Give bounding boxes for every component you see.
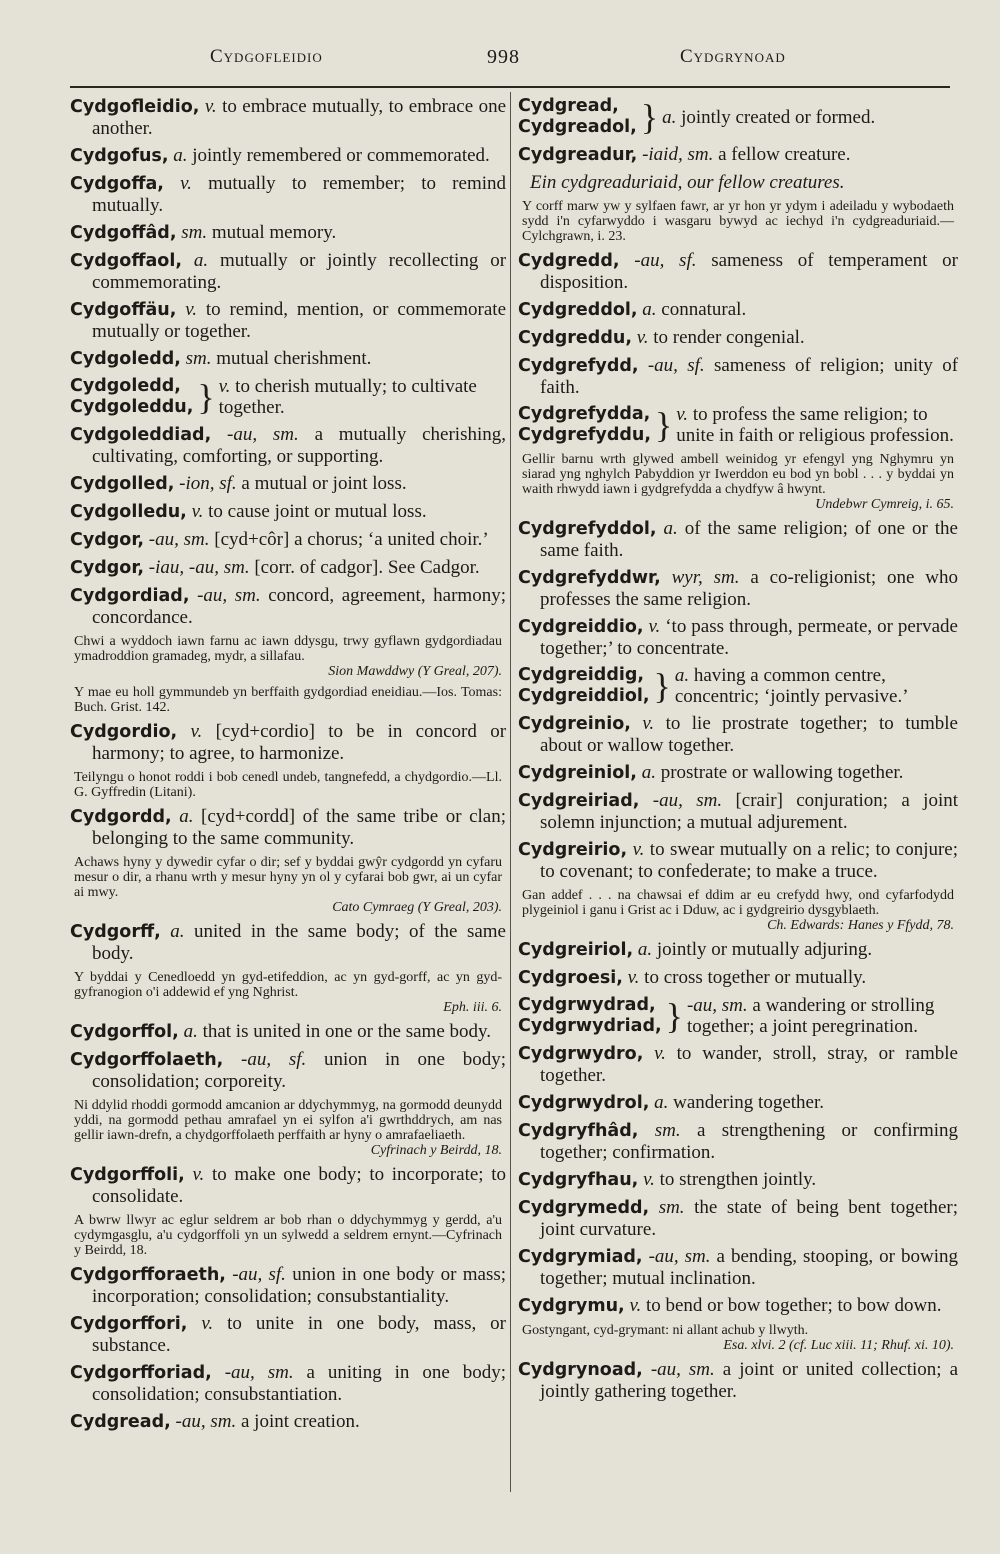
grammar-label: v. (643, 1169, 655, 1190)
headword: Cydgreadur, (518, 145, 638, 165)
definition: to embrace mutually, to embrace one another. (92, 96, 507, 139)
running-head-left: Cydgofleidio (210, 46, 323, 67)
grammar-label: a. (173, 145, 188, 166)
quotation (74, 685, 502, 715)
brace-glyph: } (653, 666, 671, 706)
quotation-text: Ni ddylid rhoddi gormodd amcanion ar ddychymmyg, na gormodd deunydd yddi, na gormodd pethau amrafael yn ei sylfon a'i gwrthddrych, am nas gellir iawn-drefn, a chydgorffolaeth perffaith ar hyny o amrafaeliaeth. (74, 1098, 502, 1143)
dictionary-entry (518, 144, 958, 166)
grammar-label: v. (636, 327, 649, 348)
definition: jointly created or formed. (681, 106, 876, 128)
dictionary-entry (70, 473, 506, 495)
headword: Cydgordiad, (70, 586, 190, 606)
grammar-label: a. (170, 921, 185, 942)
dictionary-entry (70, 173, 506, 216)
definition: connatural. (661, 299, 747, 320)
headword: Cydgreiriad, (518, 791, 640, 811)
dictionary-entry (518, 713, 958, 756)
definition: to cherish mutually; to cultivate together. (218, 376, 477, 418)
grammar-label: -au, sm. (148, 529, 210, 550)
grammar-label: v. (204, 96, 217, 117)
usage-example: Ein cydgreaduriaid, our fellow creatures. (530, 172, 845, 193)
paired-headwords (518, 404, 651, 446)
dictionary-entry (70, 1411, 506, 1433)
headword: Cydgorfforaeth, (70, 1265, 226, 1285)
dictionary-entry (70, 145, 506, 167)
quotation-text: Gellir barnu wrth glywed ambell weinidog yr efengyl yng Nghymru yn siarad yng nghylch Pabyddion yr Iwerddon eu bod yn bobl . . . y byddai yn waith rhwydd iawn i gydgrefydda a chydfyw â hwynt. (522, 452, 954, 497)
dictionary-entry (518, 250, 958, 293)
quotation (74, 855, 502, 915)
quotation-source: Sion Mawddwy (Y Greal, 207). (328, 664, 502, 679)
quotation (74, 770, 502, 800)
dictionary-entry (518, 1197, 958, 1240)
quotation-text: A bwrw llwyr ac eglur seldrem ar bob rhan o ddychymmyg y gerdd, a'u cydymgasglu, a'u cydgorffoli yn un sylwedd a seldrem ernynt.—Cyfrinach y Beirdd, 18. (74, 1213, 502, 1258)
grammar-label: v. (642, 713, 655, 734)
grammar-label: -au, sm. (197, 585, 261, 606)
grammar-label: v. (676, 404, 689, 425)
dictionary-entry (518, 839, 958, 882)
headword: Cydgreiniol, (518, 763, 637, 783)
definition: a wandering or strolling together; a joint peregrination. (686, 995, 935, 1037)
definition: mutual memory. (211, 222, 337, 243)
definition: a co-religionist; one who professes the same religion. (540, 567, 959, 610)
definition: to bend or bow together; to bow down. (645, 1295, 942, 1316)
quotation (522, 452, 954, 512)
definition: that is united in one or the same body. (202, 1021, 492, 1042)
paired-entry (518, 665, 958, 707)
dictionary-entry (518, 1043, 958, 1086)
header-rule (70, 86, 950, 88)
definition: concord, agreement, harmony; concordance. (92, 585, 506, 628)
dictionary-entry (70, 1362, 506, 1405)
definition: to cause joint or mutual loss. (208, 501, 427, 522)
headword: Cydgoledd, (70, 376, 181, 396)
headword: Cydgread, (518, 96, 619, 116)
definition: sameness of temperament or disposition. (540, 250, 959, 293)
grammar-label: v. (648, 616, 661, 637)
headword: Cydgrymiad, (518, 1247, 643, 1267)
definition: to wander, stroll, stray, or ramble together. (540, 1043, 958, 1086)
grammar-label: v. (191, 501, 204, 522)
headword: Cydgrwydro, (518, 1044, 644, 1064)
headword: Cydgreirio, (518, 840, 628, 860)
dictionary-entry (70, 1021, 506, 1043)
quotation-text: Chwi a wyddoch iawn farnu ac iawn ddysgu, trwy gyflawn gydgordiadau ymadroddion gramadeg, mydr, a sillafau. (74, 634, 502, 664)
dictionary-entry (518, 1295, 958, 1317)
definition: to remind, mention, or commemorate mutually or together. (92, 299, 507, 342)
headword: Cydgoffäu, (70, 300, 177, 320)
definition: to cross together or mutually. (644, 967, 867, 988)
quotation (522, 888, 954, 933)
headword: Cydgolledu, (70, 502, 187, 522)
definition: jointly or mutually adjuring. (656, 939, 873, 960)
headword: Cydgorffori, (70, 1314, 188, 1334)
definition: a joint or united collection; a jointly gathering together. (540, 1359, 959, 1402)
dictionary-entry (70, 501, 506, 523)
definition: to swear mutually on a relic; to conjure; to covenant; to confederate; to make a truce. (540, 839, 959, 882)
definition: of the same religion; of one or the same faith. (540, 518, 958, 561)
grammar-label: v. (201, 1313, 214, 1334)
grammar-label: -au, sm. (224, 1362, 294, 1383)
paired-entry (518, 96, 958, 138)
entry-body (676, 404, 958, 446)
headword: Cydgorff, (70, 922, 161, 942)
dictionary-entry (518, 1169, 958, 1191)
definition: union in one body or mass; incorporation; consolidation; consubstantiality. (92, 1264, 507, 1307)
definition: a strengthening or confirming together; confirmation. (540, 1120, 959, 1163)
grammar-label: -iaid, sm. (642, 144, 714, 165)
definition: jointly remembered or commemorated. (192, 145, 490, 166)
grammar-label: -au, sm. (227, 424, 299, 445)
headword: Cydgreiddiol, (518, 686, 650, 706)
quotation-text: Y byddai y Cenedloedd yn gyd-etifeddion, ac yn gyd-gorff, ac yn gyd-gyfranogion o'i addewid ef yng Nghrist. (74, 970, 502, 1000)
headword: Cydgorfforiad, (70, 1363, 212, 1383)
grammar-label: -au, sm. (686, 995, 748, 1016)
headword: Cydgoleddu, (70, 397, 194, 417)
quotation (74, 970, 502, 1015)
headword: Cydgofus, (70, 146, 169, 166)
right-column (518, 96, 958, 1408)
paired-entry (518, 995, 958, 1037)
grammar-label: v. (632, 839, 645, 860)
definition: a mutual or joint loss. (241, 473, 407, 494)
running-head-right: Cydgrynoad (680, 46, 786, 67)
definition: sameness of religion; unity of faith. (540, 355, 959, 398)
grammar-label: v. (629, 1295, 642, 1316)
paired-entry (518, 404, 958, 446)
quotation-source: Ch. Edwards: Hanes y Ffydd, 78. (767, 918, 954, 933)
grammar-label: a. (663, 518, 678, 539)
grammar-label: sm. (654, 1120, 681, 1141)
dictionary-entry (70, 222, 506, 244)
headword: Cydgrefyddol, (518, 519, 657, 539)
grammar-label: v. (654, 1043, 666, 1064)
headword: Cydgordd, (70, 807, 172, 827)
quotation-source: Cyfrinach y Beirdd, 18. (370, 1143, 502, 1158)
definition: united in the same body; of the same body. (92, 921, 506, 964)
quotation-text: Achaws hyny y dywedir cyfar o dir; sef y byddai gwŷr cydgordd yn cyfaru mesur o dir, a rhanu wrth y mesur hyny yn ol y cyfarai bob gwr, ai un cyfar ai mwy. (74, 855, 502, 900)
headword: Cydgrefydd, (518, 356, 639, 376)
quotation (522, 199, 954, 244)
headword: Cydgrefyddwr, (518, 568, 661, 588)
definition: wandering together. (673, 1092, 824, 1113)
definition: [cyd+côr] a chorus; ‘a united choir.’ (214, 529, 489, 550)
dictionary-entry (70, 529, 506, 551)
left-column (70, 96, 506, 1439)
headword: Cydgrwydriad, (518, 1016, 662, 1036)
dictionary-entry (518, 1120, 958, 1163)
quotation-text: Gan addef . . . na chawsai ef ddim ar eu crefydd hwy, ond cyfarfodydd plygeiniol i ganu i Grist ac i Dduw, ac i gydgreirio dysgyblaeth. (522, 888, 954, 918)
quotation-text: Y mae eu holl gymmundeb yn berffaith gydgordiad eneidiau.—Ios. Tomas: Buch. Grist. 142. (74, 685, 502, 715)
headword: Cydgroesi, (518, 968, 623, 988)
definition: to lie prostrate together; to tumble about or wallow together. (540, 713, 958, 756)
definition: to unite in one body, mass, or substance. (92, 1313, 507, 1356)
definition: a bending, stooping, or bowing together; mutual inclination. (540, 1246, 958, 1289)
grammar-label: v. (192, 1164, 205, 1185)
headword: Cydgreiriol, (518, 940, 634, 960)
dictionary-entry (70, 806, 506, 849)
dictionary-entry (70, 921, 506, 964)
dictionary-entry (518, 327, 958, 349)
headword: Cydgolled, (70, 474, 175, 494)
definition: the state of being bent together; joint curvature. (540, 1197, 959, 1240)
headword: Cydgrymu, (518, 1296, 625, 1316)
headword: Cydgordio, (70, 722, 178, 742)
paired-headwords (518, 96, 637, 138)
headword: Cydgrynoad, (518, 1360, 643, 1380)
quotation (74, 1213, 502, 1258)
headword: Cydgredd, (518, 251, 620, 271)
dictionary-entry (518, 1092, 958, 1114)
grammar-label: sm. (185, 348, 212, 369)
headword: Cydgoffaol, (70, 251, 182, 271)
quotation-source: Cato Cymraeg (Y Greal, 203). (332, 900, 502, 915)
definition: a joint creation. (241, 1411, 360, 1432)
dictionary-entry (70, 1049, 506, 1092)
grammar-label: a. (641, 762, 656, 783)
grammar-label: -au, sf. (634, 250, 697, 271)
entry-body (687, 995, 958, 1037)
definition: [cyd+cordd] of the same tribe or clan; belonging to the same community. (92, 806, 506, 849)
dictionary-entry (518, 790, 958, 833)
grammar-label: -au, sm. (648, 1246, 711, 1267)
grammar-label: v. (180, 173, 192, 194)
dictionary-entry (518, 299, 958, 321)
entry-body (219, 376, 506, 418)
definition: mutual cherishment. (216, 348, 372, 369)
dictionary-entry (518, 567, 958, 610)
headword: Cydgorffoli, (70, 1165, 185, 1185)
entry-body (675, 665, 958, 707)
dictionary-entry (70, 1264, 506, 1307)
quotation-text: Teilyngu o honot roddi i bob cenedl undeb, tangnefedd, a chydgordio.—Ll. G. Gyffredin (Litani). (74, 770, 502, 800)
headword: Cydgreadol, (518, 117, 637, 137)
headword: Cydgrefyddu, (518, 425, 651, 445)
headword: Cydgoledd, (70, 349, 181, 369)
grammar-label: v. (185, 299, 198, 320)
dictionary-entry (70, 424, 506, 467)
entry-body (662, 107, 958, 128)
grammar-label: -au, sm. (650, 1359, 715, 1380)
headword: Cydgread, (70, 1412, 171, 1432)
headword: Cydgor, (70, 558, 145, 578)
definition: having a common centre, concentric; ‘jointly pervasive.’ (674, 665, 909, 707)
grammar-label: v. (218, 376, 231, 397)
definition: [crair] conjuration; a joint solemn injunction; a mutual adjurement. (540, 790, 959, 833)
headword: Cydgreiddig, (518, 665, 645, 685)
headword: Cydgor, (70, 530, 145, 550)
definition: a mutually cherishing, cultivating, comforting, or supporting. (92, 424, 507, 467)
headword: Cydgrwydrol, (518, 1093, 650, 1113)
headword: Cydgoffâd, (70, 223, 177, 243)
dictionary-entry (518, 616, 958, 659)
grammar-label: -ion, sf. (179, 473, 237, 494)
paired-entry (70, 376, 506, 418)
grammar-label: wyr, sm. (671, 567, 740, 588)
dictionary-entry (518, 355, 958, 398)
headword: Cydgryfhâd, (518, 1121, 639, 1141)
dictionary-entry (70, 250, 506, 293)
grammar-label: a. (637, 939, 653, 960)
headword: Cydgryfhau, (518, 1170, 639, 1190)
page-number: 998 (487, 46, 520, 68)
grammar-label: sm. (181, 222, 208, 243)
brace-glyph: } (640, 97, 659, 137)
brace-glyph: } (655, 405, 673, 445)
dictionary-entry (70, 1313, 506, 1356)
grammar-label: a. (674, 665, 690, 686)
grammar-label: -au, sm. (175, 1411, 237, 1432)
brace-glyph: } (665, 996, 683, 1036)
definition: a fellow creature. (718, 144, 851, 165)
definition: to render congenial. (653, 327, 805, 348)
definition: to make one body; to incorporate; to consolidate. (92, 1164, 507, 1207)
headword: Cydgoleddiad, (70, 425, 212, 445)
dictionary-entry (70, 348, 506, 370)
headword: Cydgreinio, (518, 714, 631, 734)
grammar-label: -au, sf. (232, 1264, 286, 1285)
headword: Cydgreiddio, (518, 617, 644, 637)
grammar-label: a. (654, 1092, 669, 1113)
grammar-label: a. (193, 250, 209, 271)
quotation (522, 1323, 954, 1353)
quotation-source: Eph. iii. 6. (443, 1000, 502, 1015)
definition: prostrate or wallowing together. (660, 762, 904, 783)
headword: Cydgreddol, (518, 300, 638, 320)
definition: [corr. of cadgor]. See Cadgor. (254, 557, 480, 578)
grammar-label: a. (662, 106, 677, 128)
grammar-label: -iau, -au, sm. (148, 557, 250, 578)
dictionary-entry (70, 585, 506, 628)
headword: Cydgofleidio, (70, 97, 200, 117)
grammar-label: a. (183, 1021, 198, 1042)
definition: ‘to pass through, permeate, or pervade together;’ to concentrate. (540, 616, 958, 659)
paired-headwords (70, 376, 193, 418)
grammar-label: a. (642, 299, 657, 320)
dictionary-entry (518, 1246, 958, 1289)
definition: mutually to remember; to remind mutually. (92, 173, 506, 216)
quotation-source: Undebwr Cymreig, i. 65. (815, 497, 954, 512)
column-rule (510, 92, 511, 1492)
paired-headwords (518, 995, 662, 1037)
dictionary-entry (518, 967, 958, 989)
quotation-source: Esa. xlvi. 2 (cf. Luc xiii. 11; Rhuf. xi. 10). (723, 1338, 954, 1353)
dictionary-entry (518, 939, 958, 961)
definition: [cyd+cordio] to be in concord or harmony; to agree, to harmonize. (92, 721, 507, 764)
grammar-label: -au, sf. (647, 355, 705, 376)
headword: Cydgoffa, (70, 174, 164, 194)
headword: Cydgorffolaeth, (70, 1050, 224, 1070)
dictionary-entry (70, 299, 506, 342)
paired-headwords (518, 665, 650, 707)
headword: Cydgrwydrad, (518, 995, 656, 1015)
grammar-label: -au, sf. (241, 1049, 307, 1070)
headword: Cydgreddu, (518, 328, 632, 348)
definition: mutually or jointly recollecting or commemorating. (92, 250, 507, 293)
quotation (74, 634, 502, 679)
definition: to profess the same religion; to unite in faith or religious profession. (676, 404, 954, 446)
dictionary-entry (518, 1359, 958, 1402)
dictionary-entry (70, 96, 506, 139)
grammar-label: sm. (658, 1197, 685, 1218)
dictionary-entry (518, 518, 958, 561)
definition: to strengthen jointly. (659, 1169, 817, 1190)
grammar-label: -au, sm. (652, 790, 723, 811)
headword: Cydgrefydda, (518, 404, 651, 424)
headword: Cydgorffol, (70, 1022, 179, 1042)
dictionary-entry (70, 721, 506, 764)
grammar-label: v. (190, 721, 203, 742)
definition: a uniting in one body; consolidation; consubstantiation. (92, 1362, 507, 1405)
dictionary-entry (70, 1164, 506, 1207)
grammar-label: a. (179, 806, 194, 827)
brace-glyph: } (197, 377, 215, 417)
headword: Cydgrymedd, (518, 1198, 650, 1218)
quotation-text: Gostyngant, cyd-grymant: ni allant achub y llwyth. (522, 1323, 809, 1338)
quotation (74, 1098, 502, 1158)
quotation-text: Y corff marw yw y sylfaen fawr, ar yr hon yr ydym i adeiladu y wybodaeth sydd i'n cyfarwyddo i wasgaru bywyd ac iechyd i'n cydgreaduriaid.—Cylchgrawn, i. 23. (522, 199, 954, 244)
dictionary-entry (518, 762, 958, 784)
grammar-label: v. (627, 967, 640, 988)
dictionary-entry (70, 557, 506, 579)
definition: union in one body; consolidation; corporeity. (92, 1049, 506, 1092)
